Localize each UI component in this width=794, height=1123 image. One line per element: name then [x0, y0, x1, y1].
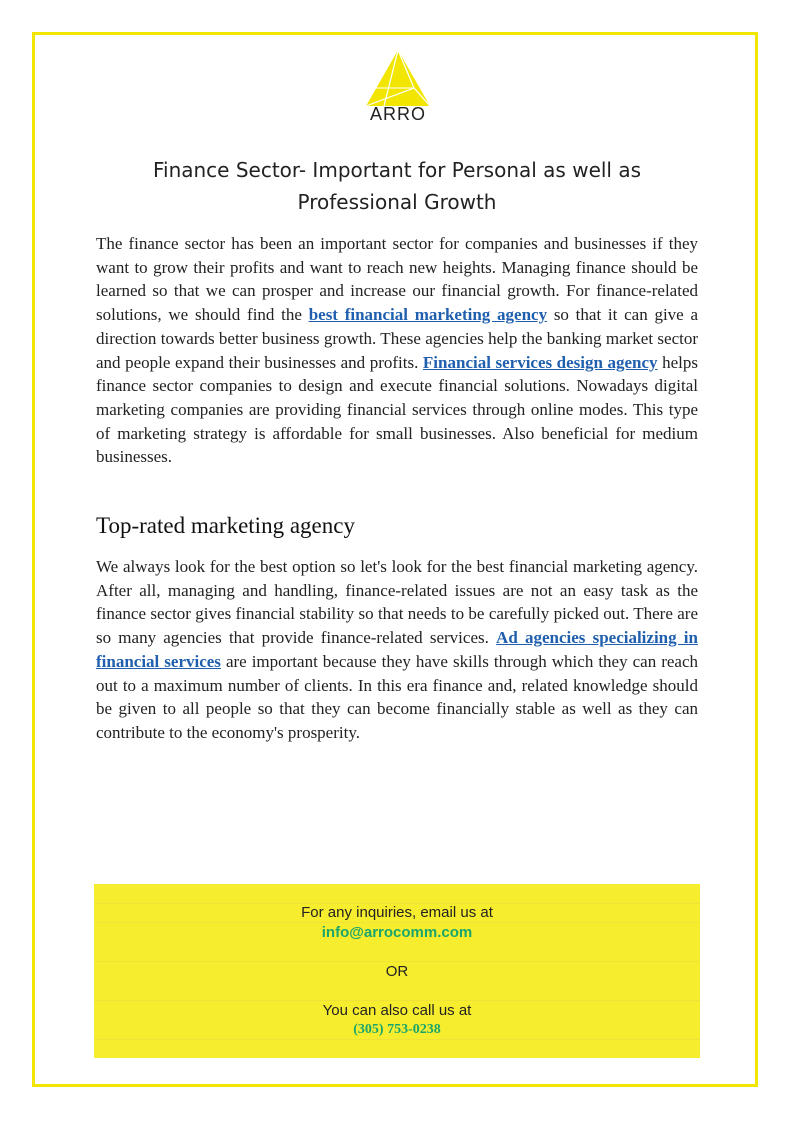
logo-text: ARRO	[369, 104, 426, 124]
footer-divider	[94, 1000, 700, 1001]
footer-divider	[94, 1039, 700, 1040]
call-text: You can also call us at	[322, 1002, 472, 1019]
or-text: OR	[385, 963, 409, 980]
text-segment: We always look for the best option so let's look for the best financial marketing agency. After all, managing and handling, finance-related issues are not an easy task as the finance sector gives financial stability so that needs to be carefully picked out. There are so many agencies that provide finance-related services.	[96, 557, 698, 648]
best-financial-marketing-agency-link[interactable]: best financial marketing agency	[308, 305, 548, 325]
email-link[interactable]: info@arrocomm.com	[321, 924, 473, 941]
text-segment: helps finance sector companies to design and execute financial solutions. Nowadays digital marketing companies are providing financial services through online modes. This type of marketing strategy is affordable for small businesses. Also beneficial for medium businesses.	[96, 352, 698, 467]
ad-agencies-financial-services-link[interactable]: Ad agencies specializing in financial services	[96, 628, 698, 671]
phone-number[interactable]: (305) 753-0238	[353, 1022, 441, 1037]
page-title: Finance Sector- Important for Personal as well as Professional Growth	[152, 158, 642, 214]
financial-services-design-agency-link[interactable]: Financial services design agency	[422, 352, 658, 372]
inquiry-text: For any inquiries, email us at	[301, 904, 493, 921]
section-heading: Top-rated marketing agency	[96, 513, 355, 538]
text-segment: so that it can give a direction towards better business growth. These agencies help the banking market sector and people expand their businesses and profits.	[96, 305, 698, 372]
footer-divider	[94, 961, 700, 962]
text-segment: are important because they have skills through which they can reach out to a maximum number of clients. In this era finance and, related knowledge should be given to all people so that they can become financially stable as well as they can contribute to the economy's prosperity.	[96, 651, 699, 742]
contact-footer	[94, 884, 700, 1058]
agency-paragraph	[96, 555, 698, 745]
intro-paragraph	[96, 232, 698, 469]
footer-divider	[94, 922, 700, 923]
text-segment: The finance sector has been an important sector for companies and businesses if they want to grow their profits and want to reach new heights. Managing finance should be learned so that we can prosper and increase our financial growth. For finance-related solutions, we should find the	[96, 234, 698, 325]
